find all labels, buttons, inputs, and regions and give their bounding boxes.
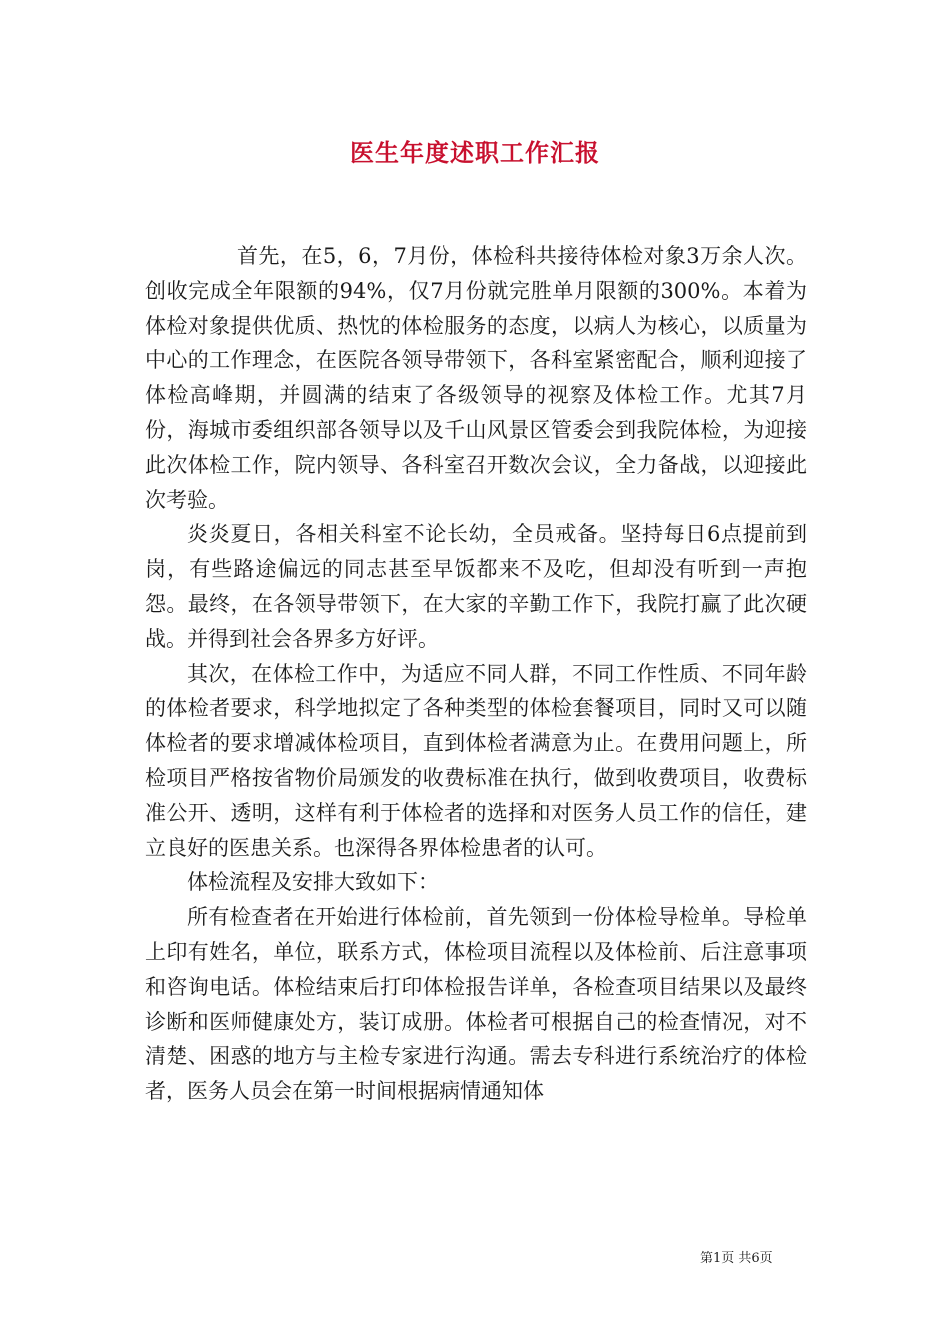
- paragraph-4: 体检流程及安排大致如下：: [187, 870, 439, 895]
- paragraph-3: 其次，在体检工作中，为适应不同人群，不同工作性质、不同年龄的体检者要求，科学地拟定了各种类型的体检套餐项目，同时又可以随体检者的要求增减体检项目，直到体检者满意为止。在费用问题上，所检项目严格按省物价局颁发的收费标准在执行，做到收费项目，收费标准公开、透明，这样有利于体检者的选择和对医务人员工作的信任，建立良好的医患关系。也深得各界体检患者的认可。: [145, 661, 807, 860]
- document-body: [145, 239, 807, 1109]
- page-number-footer: 第1页 共6页: [700, 1251, 773, 1266]
- paragraph-2: 炎炎夏日，各相关科室不论长幼，全员戒备。坚持每日6点提前到岗，有些路途偏远的同志甚至早饭都来不及吃，但却没有听到一声抱怨。最终，在各领导带领下，在大家的辛勤工作下，我院打赢了此次硬战。并得到社会各界多方好评。: [145, 522, 807, 651]
- paragraph-1: 首先，在5，6，7月份，体检科共接待体检对象3万余人次。创收完成全年限额的94%，仅7月份就完胜单月限额的300%。本着为体检对象提供优质、热忱的体检服务的态度，以病人为核心，以质量为中心的工作理念，在医院各领导带领下，各科室紧密配合，顺利迎接了体检高峰期，并圆满的结束了各级领导的视察及体检工作。尤其7月份，海城市委组织部各领导以及千山风景区管委会到我院体检，为迎接此次体检工作，院内领导、各科室召开数次会议，全力备战，以迎接此次考验。: [145, 244, 807, 512]
- paragraph-5: 所有检查者在开始进行体检前，首先领到一份体检导检单。导检单上印有姓名，单位，联系方式，体检项目流程以及体检前、后注意事项和咨询电话。体检结束后打印体检报告详单，各检查项目结果以及最终诊断和医师健康处方，装订成册。体检者可根据自己的检查情况，对不清楚、困惑的地方与主检专家进行沟通。需去专科进行系统治疗的体检者，医务人员会在第一时间根据病情通知体: [145, 905, 807, 1104]
- document-title: 医生年度述职工作汇报: [350, 138, 600, 167]
